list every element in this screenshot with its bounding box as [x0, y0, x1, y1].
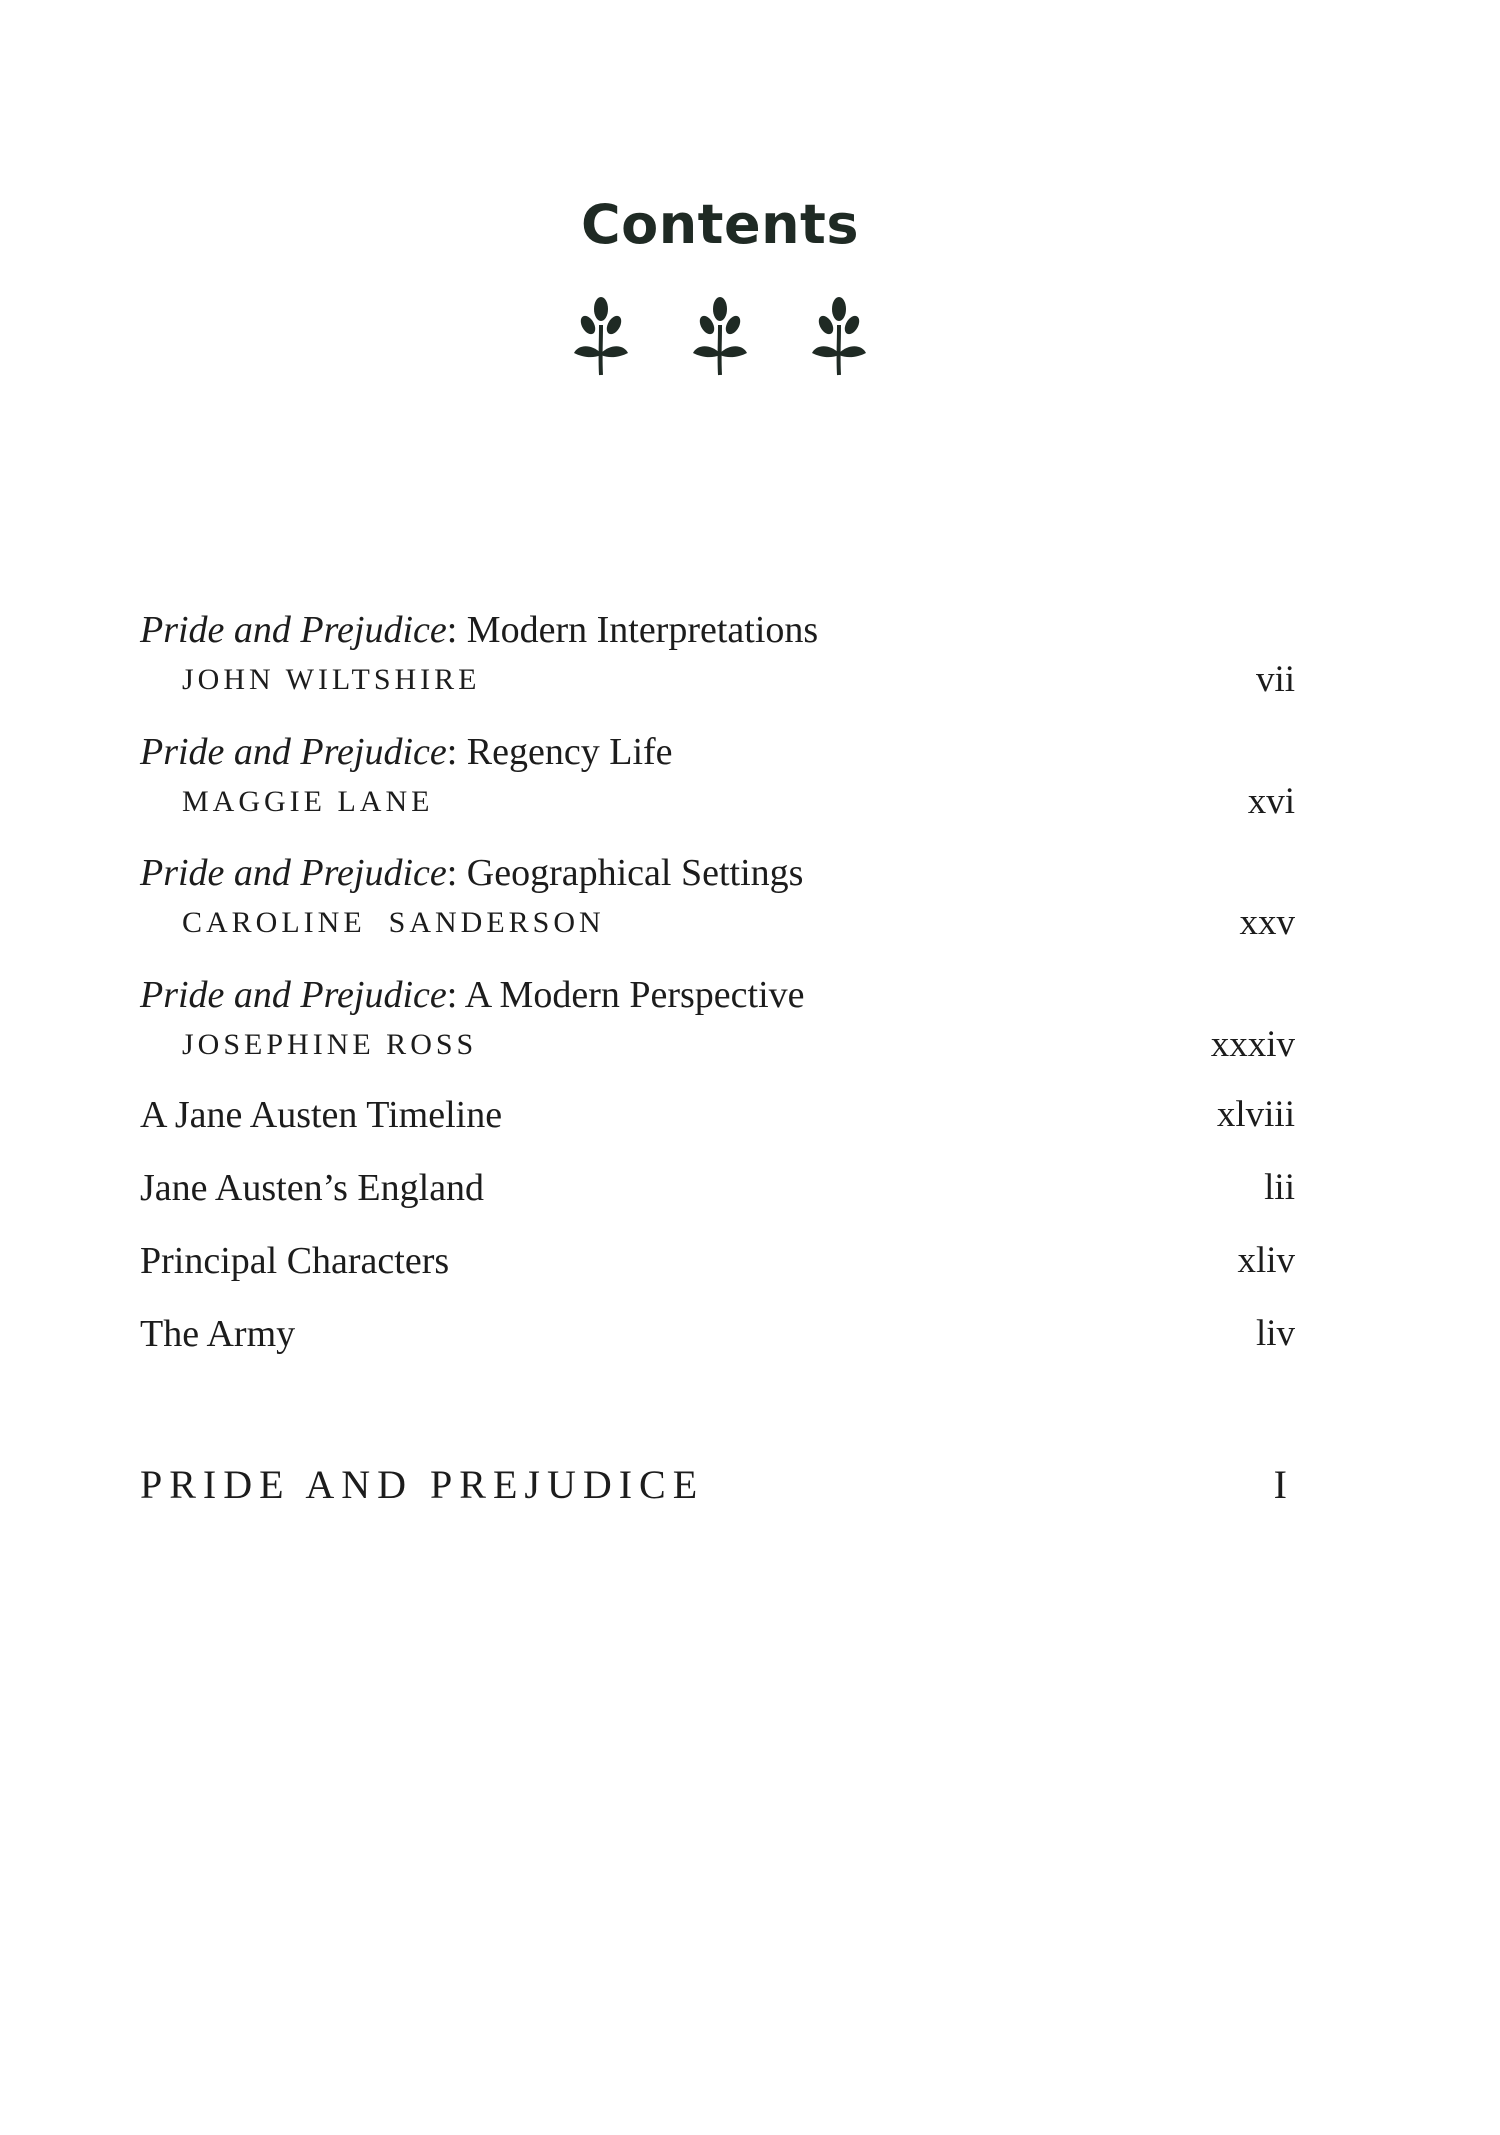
toc-entry[interactable]	[140, 1236, 1295, 1286]
toc-main-entry[interactable]	[140, 1455, 1295, 1515]
toc-entry-title: Pride and Prejudice: Geographical Settings	[140, 852, 804, 894]
toc-entry-page: xvi	[1247, 781, 1295, 822]
toc-entry[interactable]	[140, 1163, 1295, 1213]
toc-entry[interactable]	[140, 1309, 1295, 1359]
toc-entry-page: lii	[1264, 1167, 1295, 1208]
toc-entry-title: Pride and Prejudice: Modern Interpretations	[140, 609, 819, 651]
toc-entry-author-line	[140, 898, 1295, 948]
toc-entry[interactable]	[140, 727, 1295, 827]
toc-entry[interactable]	[140, 848, 1295, 948]
toc-entry-author-line	[140, 1020, 1295, 1070]
fleur-sprig-icon	[570, 295, 632, 380]
page-title: Contents	[580, 193, 859, 256]
toc-entry-page: vii	[1255, 659, 1295, 700]
toc-entry-author: JOSEPHINE ROSS	[182, 1028, 478, 1061]
toc-main-page: I	[1273, 1462, 1287, 1507]
toc-entry-author: MAGGIE LANE	[182, 785, 434, 818]
toc-entry-page: xlviii	[1216, 1094, 1295, 1135]
toc-entry-title: Principal Characters	[140, 1240, 450, 1282]
toc-entry-page: xxv	[1239, 902, 1295, 943]
toc-entry-page: xxxiv	[1210, 1024, 1295, 1065]
toc-entry-title: A Jane Austen Timeline	[140, 1094, 503, 1136]
fleur-sprig-icon	[689, 295, 751, 380]
toc-entry-page: liv	[1255, 1313, 1295, 1354]
toc-entry[interactable]	[140, 1090, 1295, 1140]
ornament-row	[570, 295, 870, 380]
toc-entry-author: CAROLINE SANDERSON	[182, 906, 605, 939]
toc-entry-author: JOHN WILTSHIRE	[182, 663, 481, 696]
toc-entry-title: Pride and Prejudice: Regency Life	[140, 731, 673, 773]
toc-entry[interactable]	[140, 970, 1295, 1070]
toc-entry-title: Pride and Prejudice: A Modern Perspective	[140, 974, 805, 1016]
toc-entry-title: The Army	[140, 1313, 296, 1355]
toc-entry-author-line	[140, 655, 1295, 705]
toc-entry-author-line	[140, 777, 1295, 827]
toc-entry-page: xliv	[1237, 1240, 1295, 1281]
toc-entry-title: Jane Austen’s England	[140, 1167, 485, 1209]
toc-main-title: PRIDE AND PREJUDICE	[140, 1462, 705, 1507]
toc-entry[interactable]	[140, 605, 1295, 705]
fleur-sprig-icon	[808, 295, 870, 380]
